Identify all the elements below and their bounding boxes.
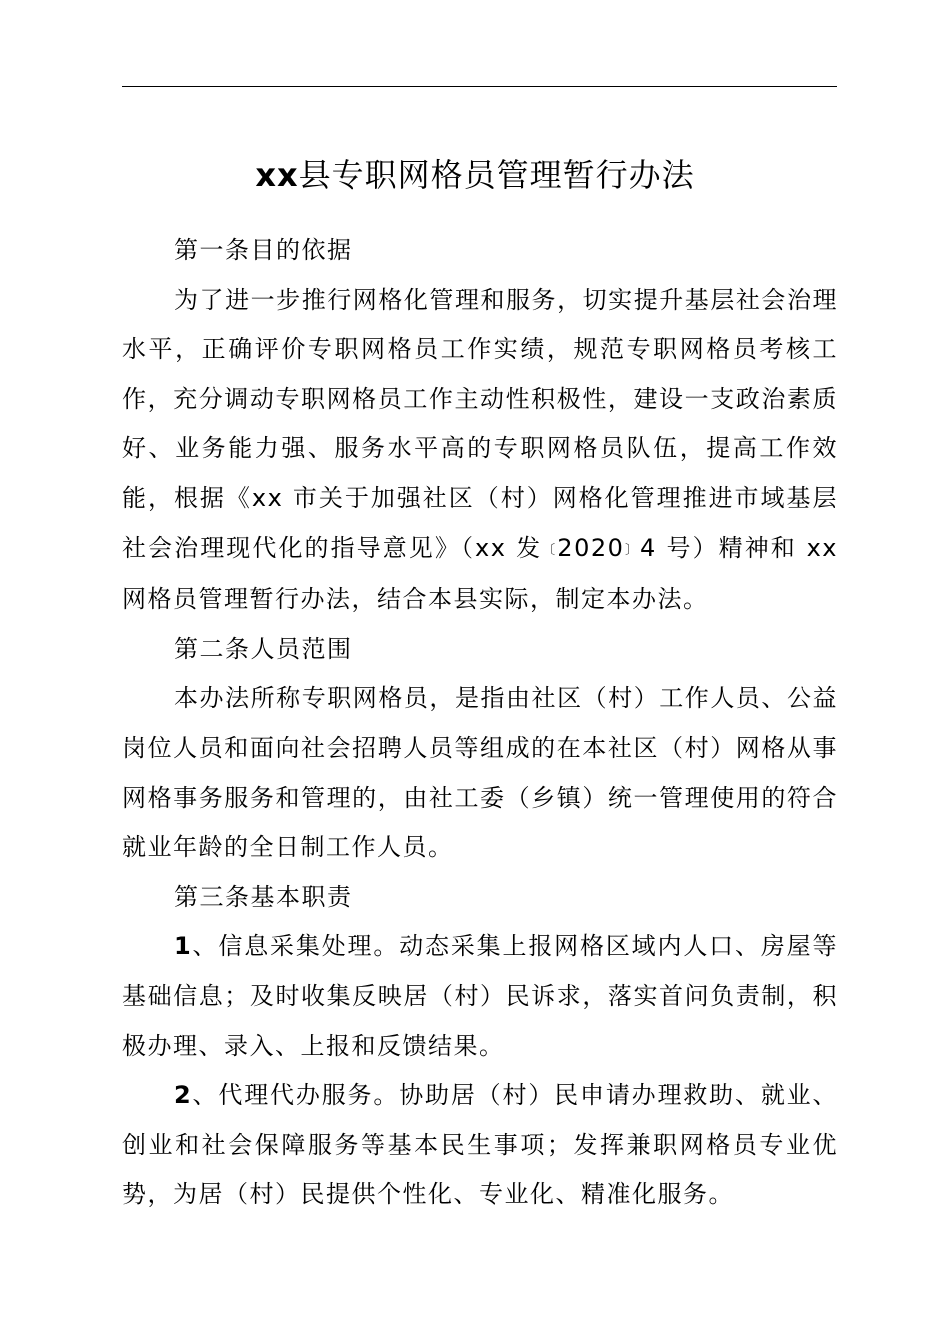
document-title xyxy=(0,150,950,200)
duty-item-1-text: 、信息采集处理。动态采集上报网格区域内人口、房屋等基础信息；及时收集反映居（村）民诉求，落实首问负责制，积极办理、录入、上报和反馈结果。 xyxy=(122,932,838,1060)
section-1-text-b: 4 号）精神和 xx 网格员管理暂行办法，结合本县实际，制定本办法。 xyxy=(122,533,838,614)
duty-item-2 xyxy=(122,1071,838,1220)
section-1-text-a: 为了进一步推行网格化管理和服务，切实提升基层社会治理水平，正确评价专职网格员工作实绩，规范专职网格员考核工作，充分调动专职网格员工作主动性积极性，建设一支政治素质好、业务能力强、服务水平高的专职网格员队伍，提高工作效能，根据《xx 市关于加强社区（村）网格化管理推进市域基层社会治理现代化的指导意见》（xx 发 xyxy=(122,285,838,562)
section-1-paragraph xyxy=(122,276,838,625)
header-rule xyxy=(122,86,837,87)
title-prefix: xx xyxy=(255,156,299,194)
document-year: 2020 xyxy=(557,533,625,562)
duty-item-1 xyxy=(122,922,838,1071)
duty-item-2-text: 、代理代办服务。协助居（村）民申请办理救助、就业、创业和社会保障服务等基本民生事项；发挥兼职网格员专业优势，为居（村）民提供个性化、专业化、精准化服务。 xyxy=(122,1081,838,1209)
section-2-paragraph: 本办法所称专职网格员，是指由社区（村）工作人员、公益岗位人员和面向社会招聘人员等组成的在本社区（村）网格从事网格事务服务和管理的，由社工委（乡镇）统一管理使用的符合就业年龄的全日制工作人员。 xyxy=(122,684,838,862)
bracket-open: 〔 xyxy=(542,542,558,558)
duty-item-2-number: 2 xyxy=(174,1081,193,1110)
bracket-close: 〕 xyxy=(624,542,641,558)
section-2-heading: 第二条人员范围 xyxy=(174,634,353,663)
duty-item-1-number: 1 xyxy=(174,932,193,961)
section-1-heading: 第一条目的依据 xyxy=(174,236,353,264)
document-body xyxy=(122,226,838,1220)
section-3-heading: 第三条基本职责 xyxy=(174,882,353,911)
title-main: 县专职网格员管理暂行办法 xyxy=(298,156,695,194)
